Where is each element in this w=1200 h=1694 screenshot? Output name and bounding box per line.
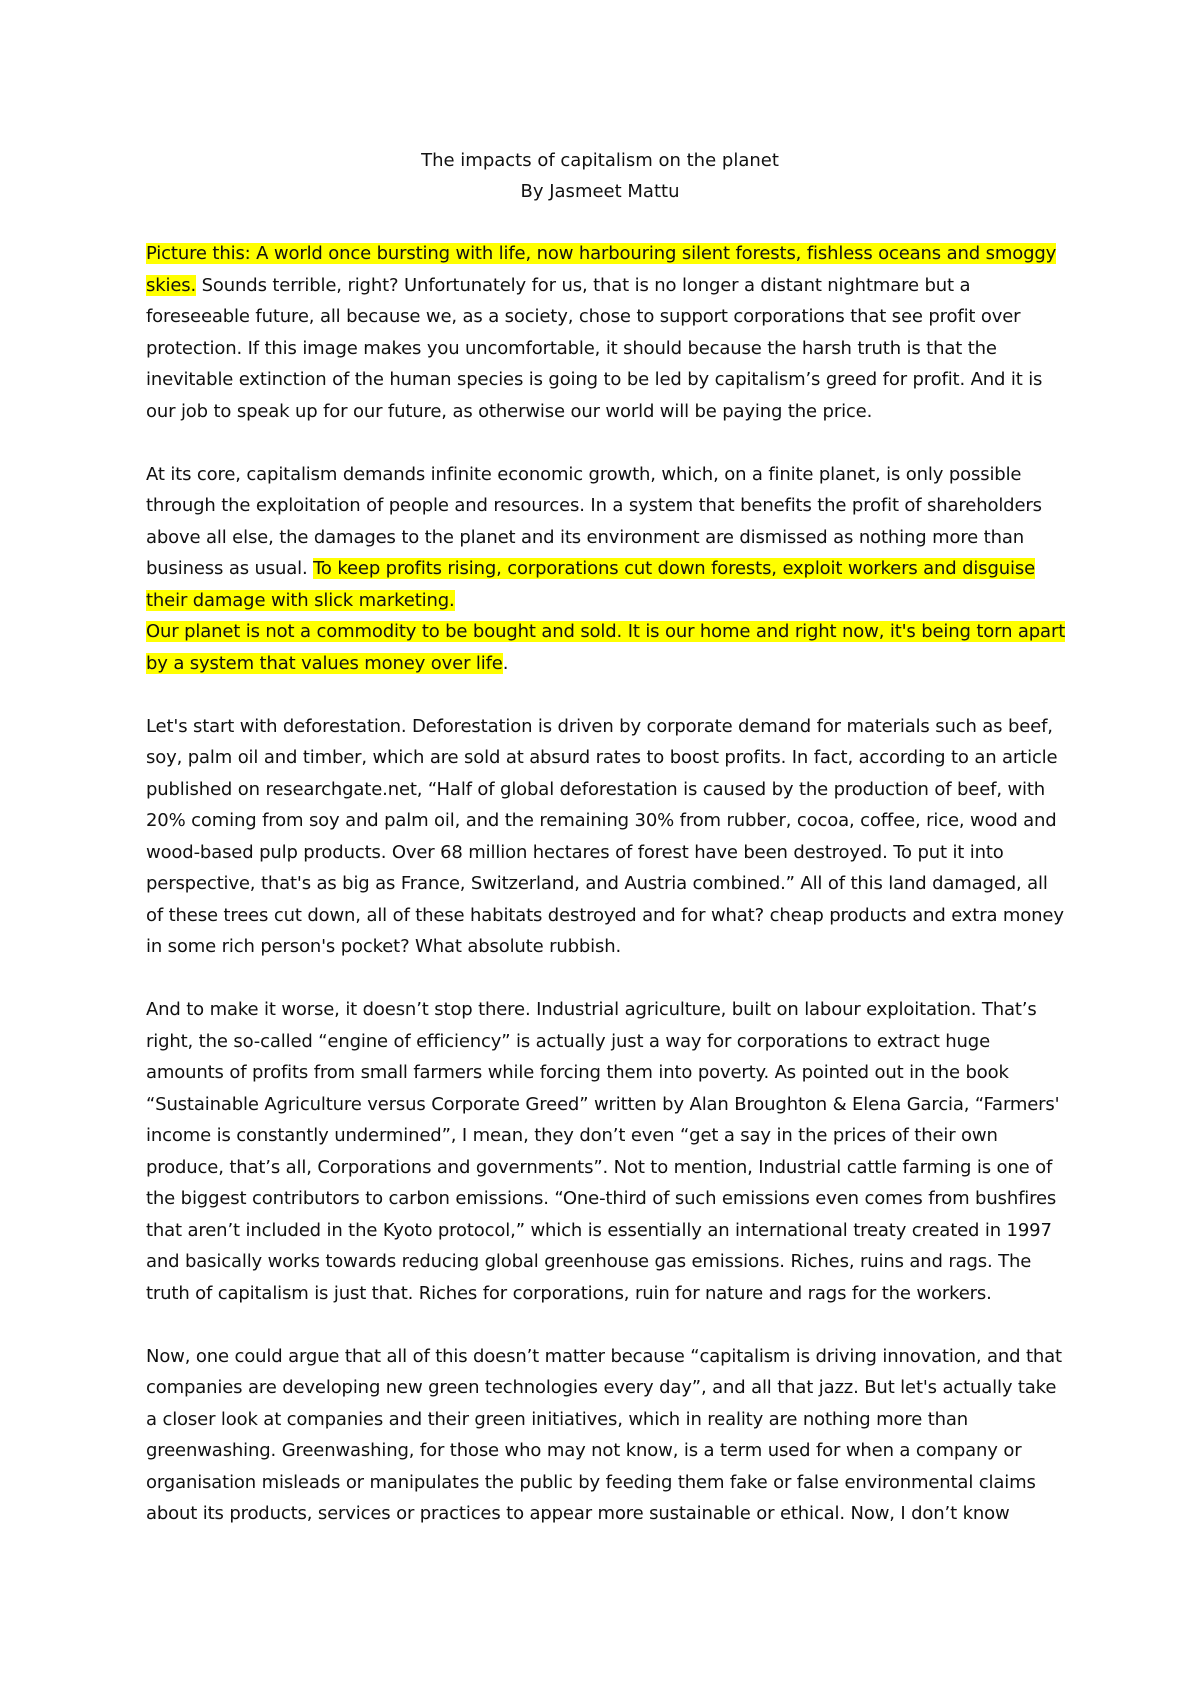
paragraph-deforestation [146,711,1066,963]
document-body [146,238,1066,1561]
paragraph-text: Now, one could argue that all of this doesn’t matter because “capitalism is driving innovation, and that companies are developing new green technologies every day”, and all that jazz. But let's actually take a closer look at companies and their green initiatives, which in reality are nothing more than greenwashing. Greenwashing, for those who may not know, is a term used for when a company or organisation misleads or manipulates the public by feeding them fake or false environmental claims about its products, services or practices to appear more sustainable or ethical. Now, I don’t know [146,1345,1062,1524]
document-header [0,145,1200,207]
paragraph-text: And to make it worse, it doesn’t stop there. Industrial agriculture, built on labour exploitation. That’s right, the so-called “engine of efficiency” is actually just a way for corporations to extract huge amounts of profits from small farmers while forcing them into poverty. As pointed out in the book “Sustainable Agriculture versus Corporate Greed” written by Alan Broughton & Elena Garcia, “Farmers' income is constantly undermined”, I mean, they don’t even “get a say in the prices of their own produce, that’s all, Corporations and governments”. Not to mention, Industrial cattle farming is one of the biggest contributors to carbon emissions. “One-third of such emissions even comes from bushfires that aren’t included in the Kyoto protocol,” which is essentially an international treaty created in 1997 and basically works towards reducing global greenhouse gas emissions. Riches, ruins and rags. The truth of capitalism is just that. Riches for corporations, ruin for nature and rags for the workers. [146,999,1060,1304]
paragraph-text: At its core, capitalism demands infinite economic growth, which, on a finite planet, is only possible through the exploitation of people and resources. In a system that benefits the profit of shareholders above all else, the damages to the planet and its environment are dismissed as nothing more than business as usual. [146,463,1042,579]
paragraph-greenwashing [146,1341,1066,1530]
document-title: The impacts of capitalism on the planet [421,150,779,171]
paragraph-intro [146,238,1066,427]
paragraph-text: Sounds terrible, right? Unfortunately for us, that is no longer a distant nightmare but a foreseeable future, all because we, as a society, chose to support corporations that see profit over protection. If this image makes you uncomfortable, it should because the harsh truth is that the inevitable extinction of the human species is going to be led by capitalism’s greed for profit. And it is our job to speak up for our future, as otherwise our world will be paying the price. [146,274,1043,422]
paragraph-agriculture [146,994,1066,1309]
paragraph-text: Let's start with deforestation. Deforestation is driven by corporate demand for materials such as beef, soy, palm oil and timber, which are sold at absurd rates to boost profits. In fact, according to an article published on researchgate.net, “Half of global deforestation is caused by the production of beef, with 20% coming from soy and palm oil, and the remaining 30% from rubber, cocoa, coffee, rice, wood and wood-based pulp products. Over 68 million hectares of forest have been destroyed. To put it into perspective, that's as big as France, Switzerland, and Austria combined.” All of this land damaged, all of these trees cut down, all of these habitats destroyed and for what? cheap products and extra money in some rich person's pocket? What absolute rubbish. [146,715,1064,957]
highlighted-text: To keep profits rising, corporations cut down forests, exploit workers and disguise their damage with slick marketing. [146,558,1036,611]
highlighted-text: Our planet is not a commodity to be bought and sold. It is our home and right now, it's being torn apart by a system that values money over life [146,621,1066,674]
highlighted-text: Picture this: A world once bursting with life, now harbouring silent forests, fishless oceans and smoggy skies. [146,243,1057,296]
paragraph-core [146,459,1066,617]
paragraph-commodity [146,616,1066,679]
document-author: By Jasmeet Mattu [520,181,680,202]
paragraph-text: . [502,652,509,674]
